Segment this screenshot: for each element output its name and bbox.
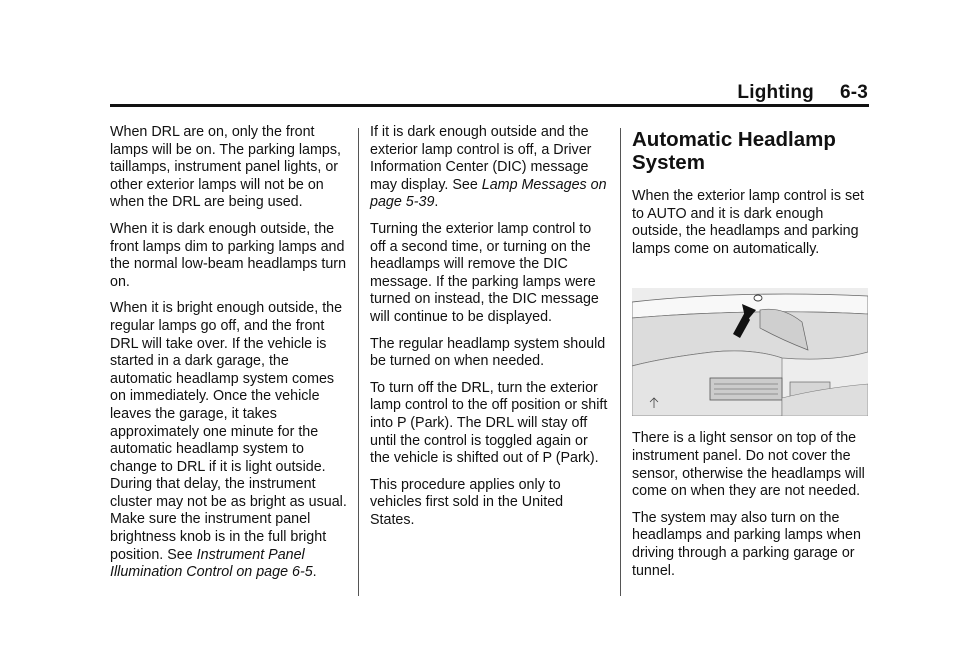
column-1 bbox=[110, 124, 348, 591]
page-number: 6-3 bbox=[839, 82, 868, 103]
column-3 bbox=[632, 124, 872, 589]
column-divider-1 bbox=[358, 128, 359, 596]
cross-reference-link[interactable]: Instrument Panel Illumination Control on page 6-5 bbox=[110, 546, 313, 581]
paragraph: The system may also turn on the headlamps and parking lamps when driving through a parking garage or tunnel. bbox=[632, 509, 861, 579]
light-sensor-illustration bbox=[632, 288, 868, 416]
column-divider-2 bbox=[620, 128, 621, 596]
paragraph: To turn off the DRL, turn the exterior lamp control to the off position or shift into P (Park). The DRL will stay off until the control is toggled again or the vehicle is shifted out of P (Park). bbox=[370, 379, 608, 467]
paragraph: When the exterior lamp control is set to AUTO and it is dark enough outside, the headlamps and parking lamps come on automatically. bbox=[632, 188, 865, 257]
header-rule bbox=[110, 104, 869, 107]
paragraph: When it is bright enough outside, the regular lamps go off, and the front DRL will take over. If the vehicle is started in a dark garage, the automatic headlamp system comes on immediately. Once the vehicle leaves the garage, it takes approximately one minute for the automatic headlamp system to change to DRL if it is light outside. During that delay, the instrument cluster may not be as bright as usual. Make sure the instrument panel brightness knob is in the full bright position. See Instrument Panel Illumination Control on page 6-5. bbox=[110, 300, 347, 581]
paragraph: When DRL are on, only the front lamps will be on. The parking lamps, taillamps, instrument panel lights, or other exterior lamps will not be on when the DRL are being used. bbox=[110, 124, 341, 211]
paragraph: Turning the exterior lamp control to off a second time, or turning on the headlamps will remove the DIC message. If the parking lamps were turned on instead, the DIC message will continue to be displayed. bbox=[370, 220, 599, 325]
paragraph: This procedure applies only to vehicles first sold in the United States. bbox=[370, 476, 564, 528]
paragraph: If it is dark enough outside and the exterior lamp control is off, a Driver Information Center (DIC) message may display. See Lamp Messages on page 5-39. bbox=[370, 124, 607, 211]
cross-reference-link[interactable]: Lamp Messages on page 5-39 bbox=[370, 176, 607, 211]
paragraph: There is a light sensor on top of the instrument panel. Do not cover the sensor, otherwise the headlamps will come on when they are not needed. bbox=[632, 430, 865, 500]
paragraph: The regular headlamp system should be turned on when needed. bbox=[370, 335, 606, 370]
section-title: Lighting bbox=[737, 82, 814, 103]
paragraph: When it is dark enough outside, the front lamps dim to parking lamps and the normal low-beam headlamps turn on. bbox=[110, 220, 347, 290]
section-heading: Automatic Headlamp System bbox=[632, 128, 836, 174]
page-header bbox=[737, 82, 868, 104]
column-2 bbox=[370, 124, 610, 538]
